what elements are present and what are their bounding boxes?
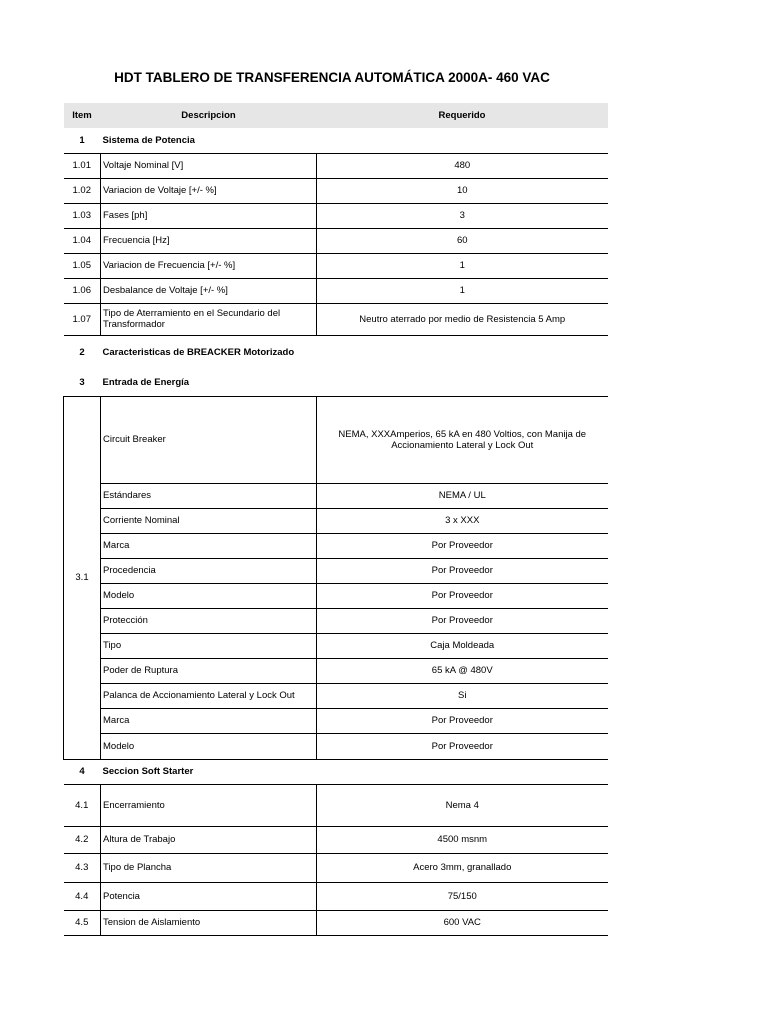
desc-cell: Poder de Ruptura bbox=[101, 658, 317, 683]
item-cell: 4.1 bbox=[64, 784, 101, 826]
table-row bbox=[64, 784, 608, 826]
req-cell: 480 bbox=[317, 153, 608, 178]
table-row bbox=[64, 178, 608, 203]
section-title: Sistema de Potencia bbox=[102, 134, 195, 146]
item-cell: 4.4 bbox=[64, 882, 101, 910]
req-cell: 1 bbox=[317, 278, 608, 303]
table-row bbox=[64, 228, 608, 253]
desc-cell: Corriente Nominal bbox=[101, 508, 317, 533]
section-title: Caracteristicas de BREACKER Motorizado bbox=[102, 346, 295, 358]
header-descripcion: Descripcion bbox=[101, 103, 317, 128]
req-cell: 4500 msnm bbox=[317, 826, 608, 853]
req-cell: Acero 3mm, granallado bbox=[317, 853, 608, 882]
table-row bbox=[64, 253, 608, 278]
table-row bbox=[64, 203, 608, 228]
table-row bbox=[64, 583, 608, 608]
desc-cell: Variacion de Voltaje [+/- %] bbox=[101, 178, 317, 203]
table-row bbox=[64, 153, 608, 178]
item-cell: 4.3 bbox=[64, 853, 101, 882]
desc-cell: Voltaje Nominal [V] bbox=[101, 153, 317, 178]
desc-cell: Fases [ph] bbox=[101, 203, 317, 228]
desc-cell: Tension de Aislamiento bbox=[101, 910, 317, 935]
item-cell: 1.05 bbox=[64, 253, 101, 278]
table-header bbox=[64, 103, 608, 128]
section-title: Seccion Soft Starter bbox=[102, 766, 194, 777]
desc-cell: Palanca de Accionamiento Lateral y Lock Out bbox=[101, 683, 317, 708]
req-cell: NEMA / UL bbox=[317, 483, 608, 508]
req-cell: Nema 4 bbox=[317, 784, 608, 826]
req-cell: 1 bbox=[317, 253, 608, 278]
table-row bbox=[64, 853, 608, 882]
item-cell: 1.01 bbox=[64, 153, 101, 178]
desc-cell: Marca bbox=[101, 708, 317, 733]
desc-cell: Potencia bbox=[101, 882, 317, 910]
req-cell: Por Proveedor bbox=[317, 708, 608, 733]
req-cell: Por Proveedor bbox=[317, 583, 608, 608]
table-row bbox=[64, 558, 608, 583]
item-cell: 1.07 bbox=[64, 303, 101, 335]
desc-cell: Frecuencia [Hz] bbox=[101, 228, 317, 253]
table-row bbox=[64, 483, 608, 508]
table-row bbox=[64, 278, 608, 303]
req-cell: NEMA, XXXAmperios, 65 kA en 480 Voltios, con Manija de Accionamiento Lateral y Lock Out bbox=[317, 396, 608, 483]
item-cell: 3.1 bbox=[64, 396, 101, 759]
section-title: Entrada de Energía bbox=[102, 376, 190, 388]
table-row bbox=[64, 826, 608, 853]
item-cell: 1.03 bbox=[64, 203, 101, 228]
desc-cell: Protección bbox=[101, 608, 317, 633]
desc-cell: Estándares bbox=[101, 483, 317, 508]
desc-cell: Marca bbox=[101, 533, 317, 558]
item-cell: 4.2 bbox=[64, 826, 101, 853]
section-row bbox=[64, 369, 608, 396]
req-cell: 10 bbox=[317, 178, 608, 203]
desc-cell: Encerramiento bbox=[101, 784, 317, 826]
spec-table bbox=[63, 103, 608, 936]
item-cell: 1.06 bbox=[64, 278, 101, 303]
table-row bbox=[64, 708, 608, 733]
section-number: 1 bbox=[79, 134, 85, 146]
section-number: 4 bbox=[79, 766, 85, 777]
req-cell: Por Proveedor bbox=[317, 608, 608, 633]
table-row bbox=[64, 303, 608, 335]
section-row bbox=[64, 759, 608, 784]
table-row bbox=[64, 633, 608, 658]
desc-cell: Tipo de Aterramiento en el Secundario del Transformador bbox=[101, 303, 317, 335]
req-cell: 3 bbox=[317, 203, 608, 228]
desc-cell: Altura de Trabajo bbox=[101, 826, 317, 853]
table-row bbox=[64, 910, 608, 935]
desc-cell: Modelo bbox=[101, 583, 317, 608]
req-cell: Por Proveedor bbox=[317, 733, 608, 759]
table-row bbox=[64, 533, 608, 558]
item-cell: 1.02 bbox=[64, 178, 101, 203]
section-number: 2 bbox=[79, 346, 85, 358]
table-row bbox=[64, 882, 608, 910]
req-cell: 60 bbox=[317, 228, 608, 253]
desc-cell: Procedencia bbox=[101, 558, 317, 583]
document-title: HDT TABLERO DE TRANSFERENCIA AUTOMÁTICA 2000A- 460 VAC bbox=[114, 70, 550, 85]
table-row bbox=[64, 683, 608, 708]
desc-cell: Desbalance de Voltaje [+/- %] bbox=[101, 278, 317, 303]
req-cell: 65 kA @ 480V bbox=[317, 658, 608, 683]
table-row bbox=[64, 508, 608, 533]
req-cell: Por Proveedor bbox=[317, 533, 608, 558]
table-row bbox=[64, 658, 608, 683]
req-cell: 600 VAC bbox=[317, 910, 608, 935]
section-row bbox=[64, 335, 608, 369]
header-item: Item bbox=[64, 103, 101, 128]
item-cell: 4.5 bbox=[64, 910, 101, 935]
desc-cell: Tipo de Plancha bbox=[101, 853, 317, 882]
desc-cell: Modelo bbox=[101, 733, 317, 759]
section-number: 3 bbox=[79, 376, 85, 388]
header-requerido: Requerido bbox=[317, 103, 608, 128]
req-cell: Si bbox=[317, 683, 608, 708]
req-cell: Por Proveedor bbox=[317, 558, 608, 583]
req-cell: Caja Moldeada bbox=[317, 633, 608, 658]
table-row bbox=[64, 608, 608, 633]
table-row bbox=[64, 733, 608, 759]
req-cell: Neutro aterrado por medio de Resistencia 5 Amp bbox=[317, 303, 608, 335]
req-cell: 3 x XXX bbox=[317, 508, 608, 533]
table-row bbox=[64, 396, 608, 483]
item-cell: 1.04 bbox=[64, 228, 101, 253]
desc-cell: Variacion de Frecuencia [+/- %] bbox=[101, 253, 317, 278]
desc-cell: Tipo bbox=[101, 633, 317, 658]
req-cell: 75/150 bbox=[317, 882, 608, 910]
section-row bbox=[64, 128, 608, 153]
desc-cell: Circuit Breaker bbox=[101, 396, 317, 483]
